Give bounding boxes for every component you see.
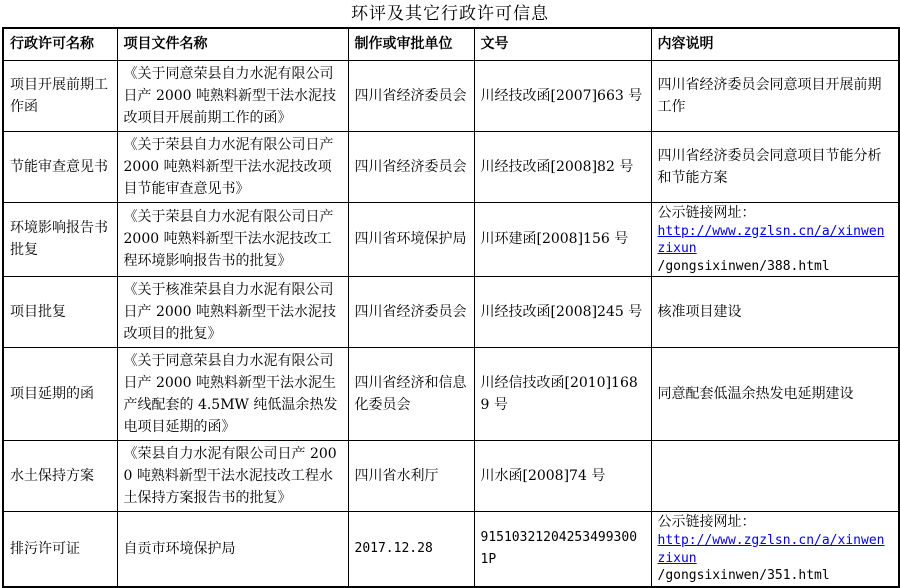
note-link-path: /gongsixinwen/388.html [657,258,830,274]
note-link-path: /gongsixinwen/351.html [657,568,830,583]
cell-permit-name: 排污许可证 [3,512,117,587]
cell-unit: 四川省经济委员会 [348,277,474,348]
cell-note [651,441,899,512]
cell-permit-name: 项目批复 [3,277,117,348]
note-label: 公示链接网址： [657,204,756,221]
cell-doc-name: 《关于荣县自力水泥有限公司日产 2000 吨熟料新型干法水泥技改项目节能审查意见书》 [117,131,348,202]
cell-permit-name: 水土保持方案 [3,441,117,512]
cell-note [651,202,899,277]
cell-doc-name: 《关于核准荣县自力水泥有限公司日产 2000 吨熟料新型干法水泥技改项目的批复》 [117,277,348,348]
table-header-row [3,28,899,60]
cell-note [651,512,899,587]
table-row [3,60,899,131]
cell-unit: 四川省经济和信息化委员会 [348,348,474,441]
table-row [3,277,899,348]
cell-doc-number: 川经技改函[2007]663 号 [474,60,651,131]
col-header-permit-name: 行政许可名称 [3,28,117,60]
cell-doc-name: 《关于同意荣县自力水泥有限公司日产 2000 吨熟料新型干法水泥技改项目开展前期工作的函》 [117,60,348,131]
cell-doc-name: 自贡市环境保护局 [117,512,348,587]
col-header-note: 内容说明 [651,28,899,60]
note-label: 公示链接网址： [657,514,756,530]
publicity-link[interactable]: http://www.zgzlsn.cn/a/xinwenzixun [657,533,885,566]
col-header-unit: 制作或审批单位 [348,28,474,60]
page-title: 环评及其它行政许可信息 [351,4,549,24]
cell-note: 四川省经济委员会同意项目开展前期工作 [651,60,899,131]
cell-doc-number: 915103212042534993001P [474,512,651,587]
table-row [3,441,899,512]
col-header-doc-number: 文号 [474,28,651,60]
cell-doc-number: 川经技改函[2008]245 号 [474,277,651,348]
page [0,1,900,588]
cell-doc-name: 《关于同意荣县自力水泥有限公司日产 2000 吨熟料新型干法水泥生产线配套的 4.5MW 纯低温余热发电项目延期的函》 [117,348,348,441]
cell-permit-name: 项目延期的函 [3,348,117,441]
cell-doc-number: 川环建函[2008]156 号 [474,202,651,277]
cell-unit: 2017.12.28 [348,512,474,587]
cell-unit: 四川省环境保护局 [348,202,474,277]
col-header-doc-name: 项目文件名称 [117,28,348,60]
cell-permit-name: 环境影响报告书批复 [3,202,117,277]
table-row [3,131,899,202]
table-row [3,202,899,277]
cell-unit: 四川省经济委员会 [348,131,474,202]
table-row [3,348,899,441]
cell-doc-name: 《荣县自力水泥有限公司日产 2000 吨熟料新型干法水泥技改工程水土保持方案报告书的批复》 [117,441,348,512]
cell-doc-name: 《关于荣县自力水泥有限公司日产 2000 吨熟料新型干法水泥技改工程环境影响报告书的批复》 [117,202,348,277]
cell-note: 核准项目建设 [651,277,899,348]
cell-doc-number: 川经信技改函[2010]1689 号 [474,348,651,441]
cell-permit-name: 节能审查意见书 [3,131,117,202]
cell-permit-name: 项目开展前期工作函 [3,60,117,131]
cell-note: 同意配套低温余热发电延期建设 [651,348,899,441]
publicity-link[interactable]: http://www.zgzlsn.cn/a/xinwenzixun [657,223,885,256]
cell-doc-number: 川经技改函[2008]82 号 [474,131,651,202]
cell-note: 四川省经济委员会同意项目节能分析和节能方案 [651,131,899,202]
cell-unit: 四川省经济委员会 [348,60,474,131]
table-row [3,512,899,587]
cell-unit: 四川省水利厅 [348,441,474,512]
permits-table [2,27,900,588]
cell-doc-number: 川水函[2008]74 号 [474,441,651,512]
